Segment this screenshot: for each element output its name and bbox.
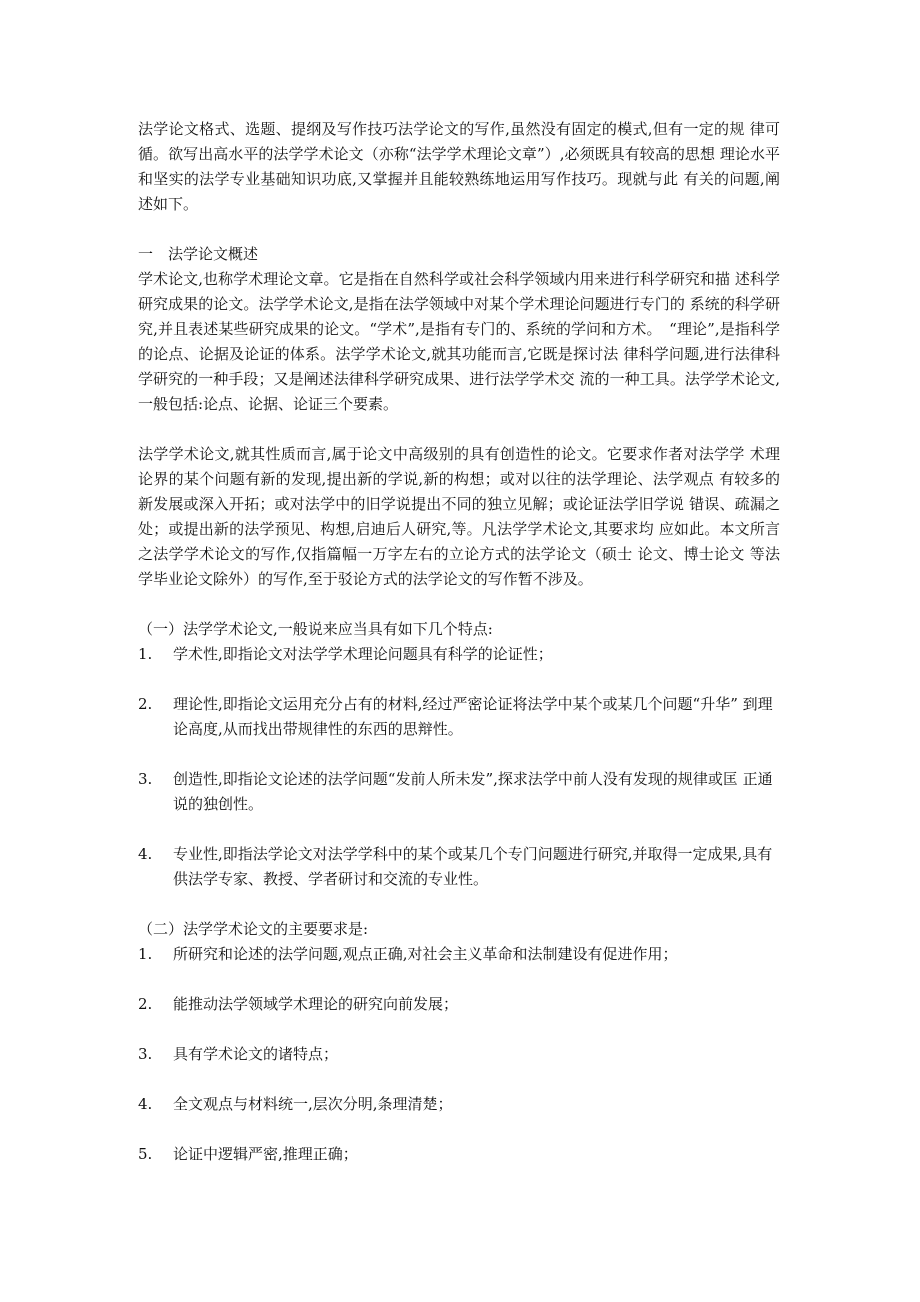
requirement-item-2 (138, 992, 780, 1017)
section1-heading: 一 法学论文概述 (138, 245, 259, 263)
requirement-text: 能推动法学领域学术理论的研究向前发展； (173, 995, 459, 1013)
requirement-text: 具有学术论文的诸特点； (173, 1045, 339, 1063)
requirement-text: 论证中逻辑严密,推理正确； (173, 1145, 358, 1163)
requirements-heading: （二）法学学术论文的主要要求是: (138, 920, 369, 938)
requirement-item-5 (138, 1142, 780, 1167)
feature-item-4 (138, 842, 780, 892)
requirement-text: 所研究和论述的法学问题,观点正确,对社会主义革命和法制建设有促进作用； (173, 945, 678, 963)
feature-item-3 (138, 767, 780, 817)
feature-item-1 (138, 642, 780, 667)
feature-number: 2. (138, 695, 153, 713)
feature-text: 专业性,即指法学论文对法学学科中的某个或某几个专门问题进行研究,并取得一定成果,具有供法学专家、教授、学者研讨和交流的专业性。 (173, 845, 773, 888)
section1-paragraph-1: 学术论文,也称学术理论文章。它是指在自然科学或社会科学领域内用来进行科学研究和描 述科学研究成果的论文。法学学术论文,是指在法学领域中对某个学术理论问题进行专门的 系统的科学研究,并且表述某些研究成果的论文。“学术”,是指有专门的、系统的学问和方术。 “理论”,是指科学的论点、论据及论证的体系。法学学术论文,就其功能而言,它既是探讨法 律科学问题,进行法律科学研究的一种手段；又是阐述法律科学研究成果、进行法学学术交 流的一种工具。法学学术论文,一般包括:论点、论据、论证三个要素。 (138, 270, 780, 413)
requirement-item-4 (138, 1092, 780, 1117)
feature-text: 理论性,即指论文运用充分占有的材料,经过严密论证将法学中某个或某几个问题“升华” 到理论高度,从而找出带规律性的东西的思辩性。 (173, 695, 773, 738)
document-page (138, 117, 780, 1167)
requirement-number: 2. (138, 995, 153, 1013)
feature-number: 1. (138, 645, 153, 663)
requirement-number: 1. (138, 945, 153, 963)
requirement-item-3 (138, 1042, 780, 1067)
feature-text: 学术性,即指论文对法学学术理论问题具有科学的论证性； (173, 645, 553, 663)
requirement-text: 全文观点与材料统一,层次分明,条理清楚； (173, 1095, 453, 1113)
feature-item-2 (138, 692, 780, 742)
intro-paragraph: 法学论文格式、选题、提纲及写作技巧法学论文的写作,虽然没有固定的模式,但有一定的规 律可循。欲写出高水平的法学学术论文（亦称“法学学术理论文章”）,必须既具有较高的思想 理论水平和坚实的法学专业基础知识功底,又掌握并且能较熟练地运用写作技巧。现就与此 有关的问题,阐述如下。 (138, 120, 780, 213)
feature-number: 3. (138, 770, 153, 788)
requirement-item-1 (138, 942, 780, 967)
section1-paragraph-2: 法学学术论文,就其性质而言,属于论文中高级别的具有创造性的论文。它要求作者对法学学 术理论界的某个问题有新的发现,提出新的学说,新的构想；或对以往的法学理论、法学观点 有较多的新发展或深入开拓；或对法学中的旧学说提出不同的独立见解；或论证法学旧学说 错误、疏漏之处；或提出新的法学预见、构想,启迪后人研究,等。凡法学学术论文,其要求均 应如此。本文所言之法学学术论文的写作,仅指篇幅一万字左右的立论方式的法学论文（硕士 论文、博士论文 等法学毕业论文除外）的写作,至于驳论方式的法学论文的写作暂不涉及。 (138, 445, 780, 588)
requirement-number: 3. (138, 1045, 153, 1063)
features-heading: （一）法学学术论文,一般说来应当具有如下几个特点: (138, 620, 493, 638)
requirement-number: 4. (138, 1095, 153, 1113)
feature-text: 创造性,即指论文论述的法学问题“发前人所未发”,探求法学中前人没有发现的规律或匡 正通说的独创性。 (173, 770, 773, 813)
feature-number: 4. (138, 845, 153, 863)
requirement-number: 5. (138, 1145, 153, 1163)
